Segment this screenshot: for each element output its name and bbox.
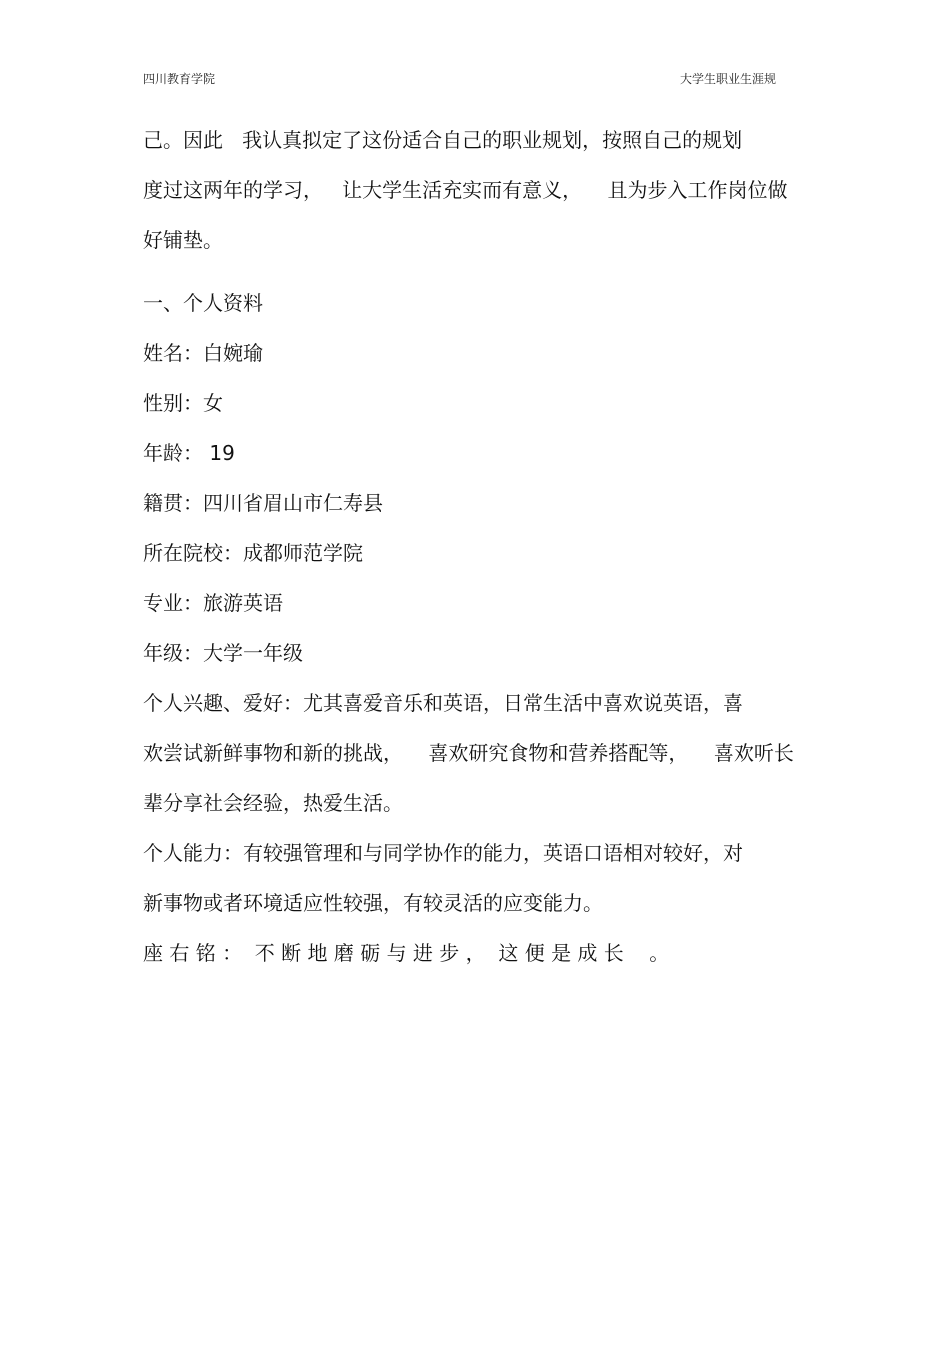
field-hometown: 籍贯：四川省眉山市仁寿县 [143, 491, 383, 515]
paragraph-line-1: 己。因此 我认真拟定了这份适合自己的职业规划，按照自己的规划 [143, 128, 743, 152]
paragraph-line-3: 好铺垫。 [143, 228, 223, 252]
field-major: 专业：旅游英语 [143, 591, 283, 615]
field-age: 年龄： 19 [143, 441, 235, 465]
field-gender: 性别：女 [143, 391, 223, 415]
field-name: 姓名：白婉瑜 [143, 341, 263, 365]
header-left: 四川教育学院 [143, 72, 216, 86]
field-school: 所在院校：成都师范学院 [143, 541, 363, 565]
field-hobbies-line-3: 辈分享社会经验，热爱生活。 [143, 791, 403, 815]
field-hobbies-line-1: 个人兴趣、爱好：尤其喜爱音乐和英语，日常生活中喜欢说英语，喜 [143, 691, 743, 715]
section-heading: 一、个人资料 [143, 291, 263, 315]
field-ability-line-2: 新事物或者环境适应性较强，有较灵活的应变能力。 [143, 891, 603, 915]
field-ability-line-1: 个人能力：有较强管理和与同学协作的能力，英语口语相对较好，对 [143, 841, 743, 865]
field-motto: 座 右 铭 ： 不 断 地 磨 砺 与 进 步 ， 这 便 是 成 长 。 [143, 941, 670, 965]
field-grade: 年级：大学一年级 [143, 641, 303, 665]
header-right: 大学生职业生涯规 [680, 72, 777, 86]
field-hobbies-line-2: 欢尝试新鲜事物和新的挑战， 喜欢研究食物和营养搭配等， 喜欢听长 [143, 741, 794, 765]
paragraph-line-2: 度过这两年的学习， 让大学生活充实而有意义， 且为步入工作岗位做 [143, 178, 788, 202]
